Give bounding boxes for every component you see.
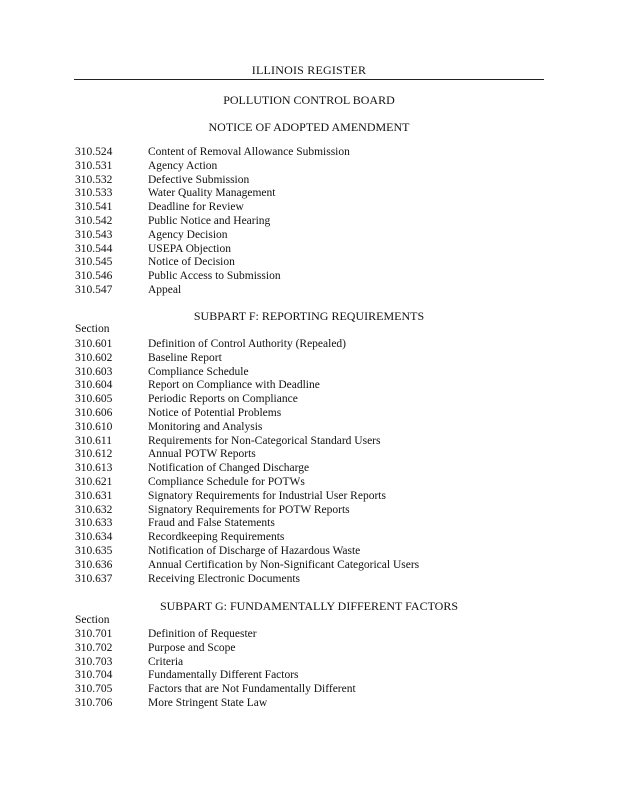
- section-number: 310.621: [75, 476, 113, 488]
- section-title: Signatory Requirements for Industrial User Reports: [148, 489, 386, 502]
- section-number: 310.605: [75, 393, 113, 406]
- section-number: 310.701: [75, 628, 113, 640]
- section-number: 310.531: [75, 159, 113, 172]
- section-number: 310.611: [75, 434, 112, 447]
- section-number: 310.533: [75, 187, 113, 200]
- section-number: 310.635: [75, 545, 113, 557]
- section-title: Purpose and Scope: [148, 641, 236, 654]
- section-title: Recordkeeping Requirements: [148, 531, 285, 544]
- section-title: Appeal: [148, 284, 182, 296]
- section-number: 310.634: [75, 531, 113, 544]
- section-number: 310.610: [75, 420, 113, 433]
- section-title: USEPA Objection: [148, 242, 231, 255]
- section-title: Notification of Discharge of Hazardous Waste: [148, 545, 361, 557]
- section-title: Fraud and False Statements: [148, 517, 275, 530]
- section-number: 310.601: [75, 338, 113, 350]
- section-title: Baseline Report: [148, 351, 222, 364]
- section-title: Public Access to Submission: [148, 270, 281, 283]
- section-number: 310.706: [75, 697, 113, 709]
- section-number: 310.541: [75, 201, 113, 214]
- section-title: Annual POTW Reports: [148, 448, 256, 461]
- section-number: 310.612: [75, 448, 113, 461]
- section-number: 310.602: [75, 351, 113, 364]
- section-title: Agency Action: [148, 159, 218, 172]
- section-title: Content of Removal Allowance Submission: [148, 146, 350, 158]
- subpart-g-section-label: Section: [75, 614, 110, 626]
- section-title: Compliance Schedule for POTWs: [148, 476, 305, 488]
- section-number: 310.532: [75, 173, 113, 186]
- section-title: Agency Decision: [148, 228, 228, 241]
- register-header: ILLINOIS REGISTER: [251, 63, 367, 77]
- section-title: Monitoring and Analysis: [148, 420, 263, 433]
- section-title: Annual Certification by Non-Significant Categorical Users: [148, 558, 420, 571]
- section-title: Report on Compliance with Deadline: [148, 379, 320, 392]
- section-number: 310.524: [75, 146, 113, 158]
- section-title: Compliance Schedule: [148, 365, 249, 378]
- section-number: 310.637: [75, 572, 113, 585]
- section-title: Notification of Changed Discharge: [148, 462, 310, 475]
- section-title: Definition of Control Authority (Repealed): [148, 338, 347, 350]
- section-number: 310.546: [75, 270, 113, 283]
- section-number: 310.547: [75, 284, 113, 296]
- section-title: Periodic Reports on Compliance: [148, 393, 298, 406]
- section-title: Signatory Requirements for POTW Reports: [148, 503, 350, 516]
- section-title: Definition of Requester: [148, 628, 257, 640]
- section-title: Criteria: [148, 655, 184, 668]
- section-number: 310.603: [75, 365, 113, 378]
- section-title: More Stringent State Law: [148, 697, 268, 709]
- section-title: Fundamentally Different Factors: [148, 669, 299, 682]
- section-title: Receiving Electronic Documents: [148, 572, 301, 585]
- section-number: 310.631: [75, 489, 113, 502]
- section-number: 310.632: [75, 503, 113, 516]
- section-title: Defective Submission: [148, 173, 250, 186]
- section-number: 310.545: [75, 256, 113, 269]
- section-title: Requirements for Non-Categorical Standard Users: [148, 434, 381, 447]
- notice-title: NOTICE OF ADOPTED AMENDMENT: [208, 120, 410, 134]
- section-number: 310.544: [75, 242, 113, 255]
- subpart-f-heading: SUBPART F: REPORTING REQUIREMENTS: [193, 309, 425, 323]
- section-number: 310.633: [75, 517, 113, 530]
- section-title: Factors that are Not Fundamentally Different: [148, 683, 356, 696]
- section-title: Notice of Potential Problems: [148, 407, 282, 419]
- subpart-f-section-label: Section: [75, 323, 110, 335]
- section-title: Public Notice and Hearing: [148, 215, 271, 227]
- section-title: Water Quality Management: [148, 187, 276, 200]
- section-title: Notice of Decision: [148, 256, 235, 269]
- header-rule: [74, 79, 544, 80]
- section-number: 310.703: [75, 655, 113, 668]
- section-number: 310.704: [75, 669, 113, 682]
- section-number: 310.604: [75, 379, 113, 392]
- section-number: 310.613: [75, 462, 113, 475]
- section-number: 310.542: [75, 215, 113, 227]
- board-name: POLLUTION CONTROL BOARD: [223, 93, 395, 107]
- section-number: 310.705: [75, 683, 113, 696]
- subpart-g-heading: SUBPART G: FUNDAMENTALLY DIFFERENT FACTORS: [159, 599, 459, 613]
- section-number: 310.702: [75, 641, 113, 654]
- section-number: 310.606: [75, 407, 113, 419]
- section-number: 310.636: [75, 558, 113, 571]
- section-title: Deadline for Review: [148, 201, 244, 214]
- section-number: 310.543: [75, 228, 113, 241]
